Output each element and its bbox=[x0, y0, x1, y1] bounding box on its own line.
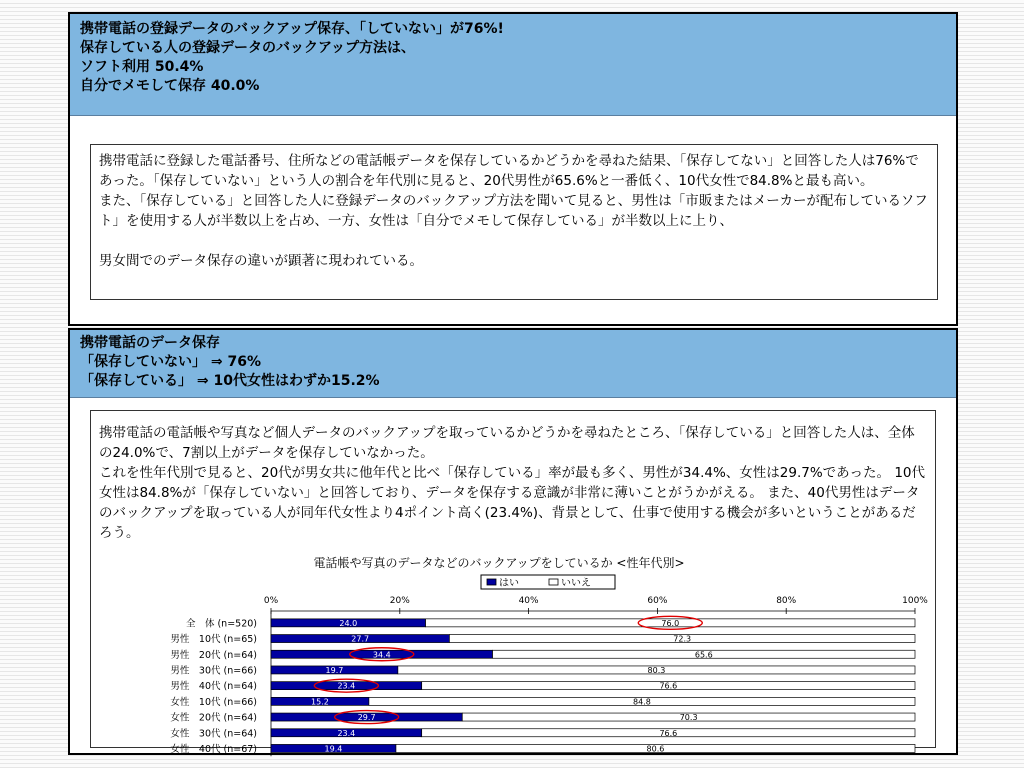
paragraph-2: また、「保存している」と回答した人に登録データのバックアップ方法を聞いて見ると、男性は「市販またはメーカーが配布しているソフト」を使用する人が半数以上を占め、一方、女性は「自分でメモして保存している」が半数以上に上り、 bbox=[99, 193, 928, 229]
header-line-1: 携帯電話のデータ保存 bbox=[80, 335, 220, 351]
x-tick-label: 60% bbox=[647, 596, 668, 606]
data-label: 24.0 bbox=[339, 618, 358, 628]
data-label: 23.4 bbox=[337, 728, 356, 738]
data-label: 84.8 bbox=[633, 697, 651, 707]
header-line-3: 「保存している」 ⇒ 10代女性はわずか15.2% bbox=[80, 373, 380, 389]
header-line-1: 携帯電話の登録データのバックアップ保存、「していない」が76%! bbox=[80, 21, 504, 37]
summary-header bbox=[70, 330, 956, 398]
header-line-4: 自分でメモして保存 40.0% bbox=[80, 78, 260, 94]
data-label: 70.3 bbox=[679, 713, 698, 723]
category-label: 女性 10代 (n=66) bbox=[170, 696, 257, 708]
description-box bbox=[90, 410, 936, 755]
legend-swatch-2 bbox=[549, 579, 558, 585]
data-label: 19.4 bbox=[324, 744, 343, 754]
category-label: 男性 10代 (n=65) bbox=[170, 634, 257, 646]
header-line-3: ソフト利用 50.4% bbox=[80, 59, 204, 75]
category-label: 男性 40代 (n=64) bbox=[170, 681, 257, 693]
data-label: 76.6 bbox=[659, 681, 678, 691]
backup-bar-chart bbox=[119, 553, 939, 755]
paragraph-3: 男女間でのデータ保存の違いが顕著に現われている。 bbox=[99, 253, 423, 269]
paragraph-1: 携帯電話の電話帳や写真など個人データのバックアップを取っているかどうかを尋ねたところ、「保存している」と回答した人は、全体の24.0%で、7割以上がデータを保存していなかった。 bbox=[99, 425, 915, 461]
legend-swatch-1 bbox=[487, 579, 496, 585]
data-label: 15.2 bbox=[311, 697, 329, 707]
data-label: 34.4 bbox=[372, 650, 391, 660]
legend-label-1: はい bbox=[499, 578, 519, 589]
description-box bbox=[90, 144, 938, 300]
data-label: 19.7 bbox=[325, 665, 344, 675]
paragraph-1: 携帯電話に登録した電話番号、住所などの電話帳データを保存しているかどうかを尋ねた結果、「保存してない」と回答した人は76%であった。「保存していない」という人の割合を年代別に見ると、20代男性が65.6%と一番低く、10代女性で84.8%と最も高い。 bbox=[99, 153, 919, 189]
x-tick-label: 80% bbox=[776, 596, 797, 606]
legend-label-2: いいえ bbox=[561, 578, 591, 589]
summary-header bbox=[70, 14, 956, 116]
data-label: 23.4 bbox=[337, 681, 356, 691]
data-label: 80.3 bbox=[647, 665, 666, 675]
data-label: 65.6 bbox=[694, 650, 713, 660]
paragraph-2: これを性年代別で見ると、20代が男女共に他年代と比べ「保存している」率が最も多く、男性が34.4%、女性は29.7%であった。 10代女性は84.8%が「保存していない」と回答しており、データを保存する意識が非常に薄いことがうかがえる。 また、40代男性はデータのバックアップを取っている人が同年代女性より4ポイント高く(23.4%)、背景として、仕事で使用する機会が多いということがあるだろう。 bbox=[99, 465, 926, 541]
header-line-2: 「保存していない」 ⇒ 76% bbox=[80, 354, 261, 370]
slide-panel-bottom bbox=[68, 328, 958, 755]
category-label: 女性 30代 (n=64) bbox=[170, 728, 257, 740]
category-label: 女性 20代 (n=64) bbox=[170, 712, 257, 724]
header-line-2: 保存している人の登録データのバックアップ方法は、 bbox=[80, 40, 416, 56]
x-tick-label: 40% bbox=[518, 596, 539, 606]
data-label: 80.6 bbox=[646, 744, 665, 754]
category-label: 男性 20代 (n=64) bbox=[170, 649, 257, 661]
x-tick-label: 0% bbox=[263, 596, 279, 606]
category-label: 男性 30代 (n=66) bbox=[170, 665, 257, 677]
data-label: 27.7 bbox=[351, 634, 370, 644]
chart-title: 電話帳や写真のデータなどのバックアップをしているか <性年代別> bbox=[313, 556, 685, 570]
data-label: 29.7 bbox=[357, 713, 376, 723]
data-label: 76.0 bbox=[661, 618, 680, 628]
category-label: 女性 40代 (n=67) bbox=[170, 743, 257, 755]
data-label: 72.3 bbox=[673, 634, 692, 644]
x-tick-label: 100% bbox=[902, 596, 928, 606]
slide-panel-top bbox=[68, 12, 958, 326]
x-tick-label: 20% bbox=[389, 596, 410, 606]
data-label: 76.6 bbox=[659, 728, 678, 738]
category-label: 全 体 (n=520) bbox=[185, 618, 257, 630]
